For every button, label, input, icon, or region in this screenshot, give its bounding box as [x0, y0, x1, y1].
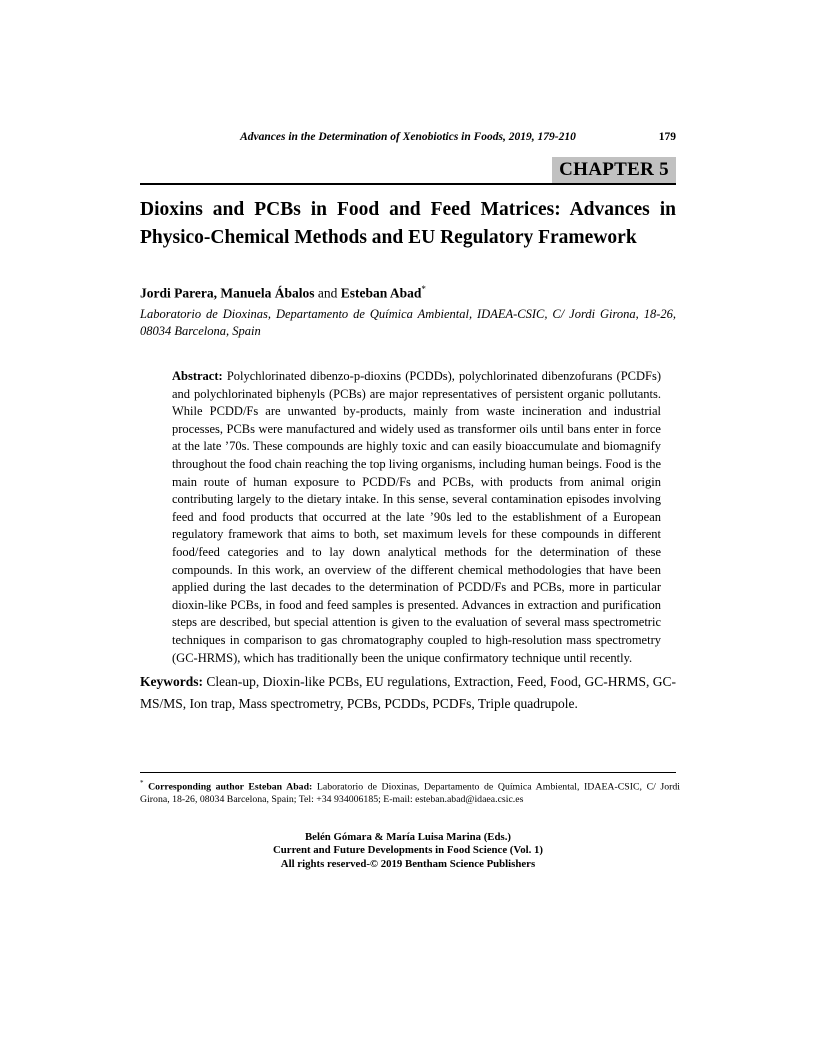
article-title: Dioxins and PCBs in Food and Feed Matrices: Advances in Physico-Chemical Methods and EU Regulatory Framework	[140, 199, 676, 248]
author-names-group1: Jordi Parera, Manuela Ábalos	[140, 285, 315, 301]
keywords-block	[140, 671, 676, 715]
chapter-banner-rule	[140, 157, 676, 185]
author-connector: and	[317, 285, 338, 301]
abstract-block	[172, 368, 661, 667]
footnote-label: Corresponding author Esteban Abad:	[148, 781, 313, 793]
author-line	[140, 284, 676, 302]
footer-editors: Belén Gómara & María Luisa Marina (Eds.)	[304, 831, 512, 843]
footer-copyright: All rights reserved-© 2019 Bentham Science Publishers	[280, 857, 536, 870]
running-header	[140, 131, 676, 143]
footer-series-title: Current and Future Developments in Food Science (Vol. 1)	[272, 844, 544, 857]
chapter-label: CHAPTER 5	[552, 157, 676, 183]
page-number: 179	[658, 131, 676, 143]
footnote-marker: *	[140, 779, 144, 787]
running-header-journal-title: Advances in the Determination of Xenobiotics in Foods, 2019, 179-210	[240, 131, 576, 143]
keywords-label: Keywords:	[140, 674, 203, 689]
footnote-text: Laboratorio de Dioxinas, Departamento de Química Ambiental, IDAEA-CSIC, C/ Jordi Girona, 18-26, 08034 Barcelona, Spain; Tel: +34 934006185; E-mail: esteban.abad@idaea.csic.es	[140, 781, 681, 806]
affiliation: Laboratorio de Dioxinas, Departamento de Química Ambiental, IDAEA-CSIC, C/ Jordi Girona, 18-26, 08034 Barcelona, Spain	[140, 307, 676, 338]
keywords-text: Clean-up, Dioxin-like PCBs, EU regulations, Extraction, Feed, Food, GC-HRMS, GC-MS/MS, Ion trap, Mass spectrometry, PCBs, PCDDs, PCDFs, Triple quadrupole.	[140, 674, 676, 712]
corresponding-author-marker: *	[421, 284, 426, 294]
abstract-label: Abstract:	[172, 369, 223, 383]
corresponding-author-footnote	[140, 777, 680, 807]
footnote-divider	[140, 772, 676, 773]
publisher-footer	[140, 831, 676, 871]
abstract-text: Polychlorinated dibenzo-p-dioxins (PCDDs), polychlorinated dibenzofurans (PCDFs) and polychlorinated biphenyls (PCBs) are major representatives of persistent organic pollutants. While PCDD/Fs are unwanted by-products, mainly from waste incineration and industrial processes, PCBs were manufactured and widely used as transformer oils until bans enter in force at the late ’70s. These compounds are highly toxic and can easily bioaccumulate and biomagnify throughout the food chain reaching the top living organisms, including human beings. Food is the main route of human exposure to PCDD/Fs and PCBs, with products from animal origin contributing largely to the dietary intake. In this sense, several contamination episodes involving feed and food products that occurred at the late ’90s led to the establishment of a European regulatory framework that aims to both, set maximum levels for these compounds in different food/feed categories and to lay down analytical methods for the determination of these compounds. In this work, an overview of the different chemical methodologies that have been applied during the last decades to the determination of PCDD/Fs and PCBs, more in particular dioxin-like PCBs, in food and feed samples is presented. Advances in extraction and purification steps are described, but special attention is given to the evaluation of several mass spectrometric techniques in comparison to gas chromatography coupled to high-resolution mass spectrometry (GC-HRMS), which has traditionally been the unique confirmatory technique until recently.	[172, 369, 661, 665]
author-names-group2: Esteban Abad	[340, 285, 422, 301]
